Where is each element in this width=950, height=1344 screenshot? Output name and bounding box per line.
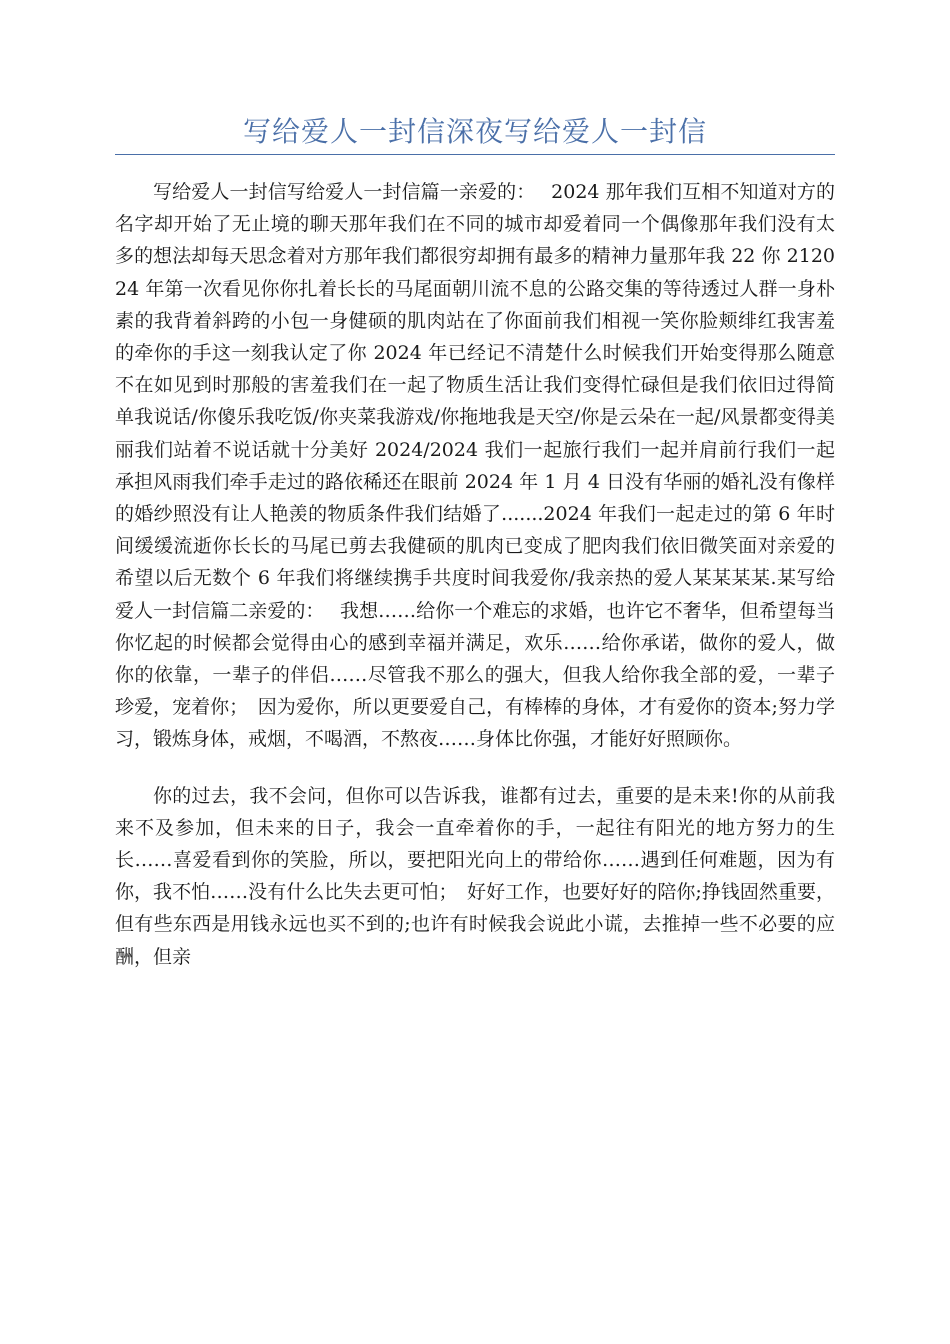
body-paragraph-2: 你的过去，我不会问，但你可以告诉我，谁都有过去，重要的是未来!你的从前我来不及参加，但未来的日子，我会一直牵着你的手，一起往有阳光的地方努力的生长……喜爱看到你的笑脸，所以，要把阳光向上的带给你……遇到任何难题，因为有你，我不怕……没有什么比失去更可怕； 好好工作，也要好好的陪你;挣钱固然重要，但有些东西是用钱永远也买不到的;也许有时候我会说此小谎，去推掉一些不必要的应酬，但亲 bbox=[115, 784, 835, 968]
document-title: 写给爱人一封信深夜写给爱人一封信 bbox=[242, 115, 707, 148]
title-underline bbox=[115, 154, 835, 155]
body-paragraph-1: 写给爱人一封信写给爱人一封信篇一亲爱的： 2024 那年我们互相不知道对方的名字却开始了无止境的聊天那年我们在不同的城市却爱着同一个偶像那年我们没有太多的想法却每天思念着对方那年我们都很穷却拥有最多的精神力量那年我 22 你 212024 年第一次看见你你扎着长长的马尾面朝川流不息的公路交集的等待透过人群一身朴素的我背着斜跨的小包一身健硕的肌肉站在了你面前我们相视一笑你脸颊绯红我害羞的牵你的手这一刻我认定了你 2024 年已经记不清楚什么时候我们开始变得那么随意不在如见到时那般的害羞我们在一起了物质生活让我们变得忙碌但是我们依旧过得简单我说话/你傻乐我吃饭/你夹菜我游戏/你拖地我是天空/你是云朵在一起/风景都变得美丽我们站着不说话就十分美好 2024/2024 我们一起旅行我们一起并肩前行我们一起承担风雨我们牵手走过的路依稀还在眼前 2024 年 1 月 4 日没有华丽的婚礼没有像样的婚纱照没有让人艳羡的物质条件我们结婚了.......2024 年我们一起走过的第 6 年时间缓缓流逝你长长的马尾已剪去我健硕的肌肉已变成了肥肉我们依旧微笑面对亲爱的希望以后无数个 6 年我们将继续携手共度时间我爱你/我亲热的爱人某某某某.某写给爱人一封信篇二亲爱的： 我想……给你一个难忘的求婚，也许它不奢华，但希望每当你忆起的时候都会觉得由心的感到幸福并满足，欢乐……给你承诺，做你的爱人，做你的依靠，一辈子的伴侣……尽管我不那么的强大，但我人给你我全部的爱，一辈子珍爱，宠着你； 因为爱你，所以更要爱自己，有棒棒的身体，才有爱你的资本;努力学习，锻炼身体，戒烟，不喝酒，不熬夜……身体比你强，才能好好照顾你。 bbox=[115, 181, 835, 751]
document-body bbox=[115, 176, 835, 973]
